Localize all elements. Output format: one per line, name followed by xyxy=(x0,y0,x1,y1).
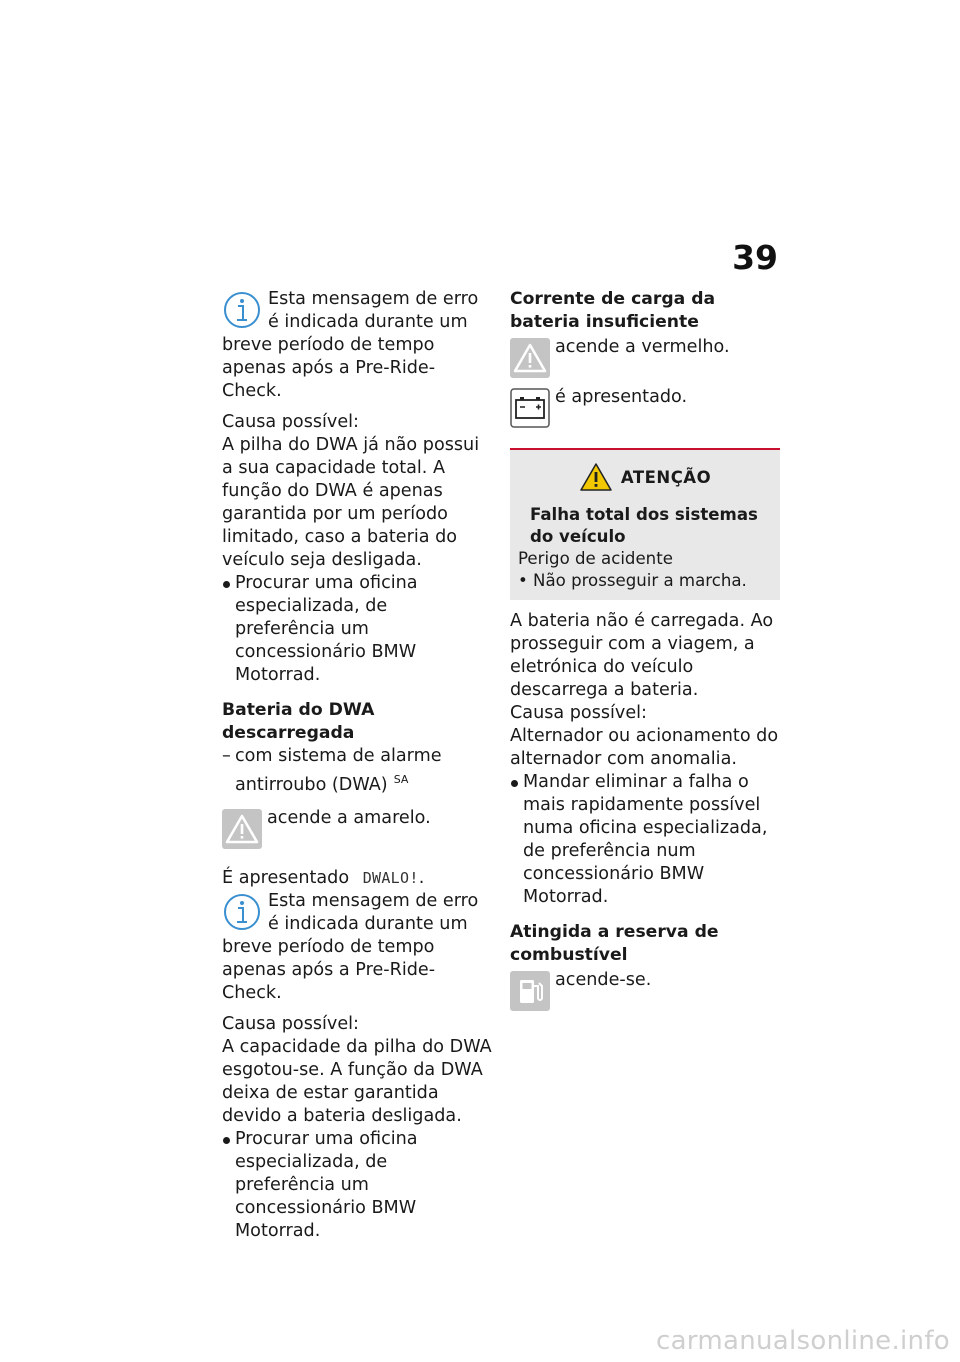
info-note-text: Esta mensagem de erro é indicada durante um breve período de tempo apenas após a Pre-Ride-Check. xyxy=(222,891,479,1003)
cause-text: Alternador ou acionamento do alternador com anomalia. xyxy=(510,726,779,769)
battery-indicator-text: é apresentado. xyxy=(555,387,688,407)
battery-icon xyxy=(510,388,550,428)
info-icon xyxy=(222,290,262,330)
warning-triangle-icon xyxy=(510,338,550,378)
section-heading-fuel: Atingida a reserva de combustível xyxy=(510,922,719,965)
battery-description: A bateria não é carregada. Ao prosseguir com a viagem, a eletrónica do veículo descarrega a bateria. xyxy=(510,611,774,700)
info-note-2 xyxy=(222,890,492,1005)
info-note-text: Esta mensagem de erro é indicada durante um breve período de tempo apenas após a Pre-Ride-Check. xyxy=(222,289,479,401)
display-message xyxy=(222,867,492,890)
attention-title: ATENÇÃO xyxy=(620,467,712,487)
info-icon xyxy=(222,892,262,932)
warning-triangle-icon xyxy=(222,809,262,849)
action-item: Procurar uma oficina especializada, de preferência um concessionário BMW Motorrad. xyxy=(222,572,492,687)
cause-text: A capacidade da pilha do DWA esgotou-se. A função da DWA deixa de estar garantida devido a bateria desligada. xyxy=(222,1037,492,1126)
warning-indicator-text: acende a amarelo. xyxy=(267,808,431,828)
left-column xyxy=(222,288,492,1243)
cause-text: A pilha do DWA já não possui a sua capacidade total. A função do DWA é apenas garantida por um período limitado, caso a bateria do veículo seja desligada. xyxy=(222,435,480,570)
display-code: DWALO! xyxy=(362,869,419,887)
attention-action: • Não prosseguir a marcha. xyxy=(518,571,747,590)
equipment-note xyxy=(222,745,492,797)
cause-label: Causa possível: xyxy=(510,703,647,723)
display-suffix: . xyxy=(418,868,425,888)
info-note-1 xyxy=(222,288,492,403)
attention-header xyxy=(518,462,772,492)
battery-indicator xyxy=(510,386,780,434)
attention-risk: Perigo de acidente xyxy=(518,549,673,568)
action-item: Procurar uma oficina especializada, de preferência um concessionário BMW Motorrad. xyxy=(222,1128,492,1243)
optional-equipment-badge: SA xyxy=(393,773,409,786)
attention-icon xyxy=(579,462,613,492)
page-number: 39 xyxy=(732,238,778,277)
attention-box xyxy=(510,448,780,600)
dash-marker: – xyxy=(222,746,231,766)
equipment-text: com sistema de alarme antirroubo (DWA) xyxy=(235,746,442,795)
warning-indicator-text: acende a vermelho. xyxy=(555,337,730,357)
watermark: carmanualsonline.info xyxy=(655,1326,950,1356)
right-column xyxy=(510,288,780,1017)
action-item: Mandar eliminar a falha o mais rapidamente possível numa oficina especializada, de preferência num concessionário BMW Motorrad. xyxy=(510,771,780,909)
fuel-pump-icon xyxy=(510,971,550,1011)
attention-heading: Falha total dos sistemas do veículo xyxy=(530,505,758,546)
section-heading-dwa: Bateria do DWA descarregada xyxy=(222,700,375,743)
cause-label: Causa possível: xyxy=(222,1014,359,1034)
display-prefix: É apresentado xyxy=(222,868,350,888)
cause-label: Causa possível: xyxy=(222,412,359,432)
section-heading-charge: Corrente de carga da bateria insuficiente xyxy=(510,289,716,332)
fuel-indicator-text: acende-se. xyxy=(555,970,652,990)
warning-indicator-yellow xyxy=(222,807,492,855)
fuel-indicator xyxy=(510,969,780,1017)
warning-indicator-red xyxy=(510,336,780,384)
